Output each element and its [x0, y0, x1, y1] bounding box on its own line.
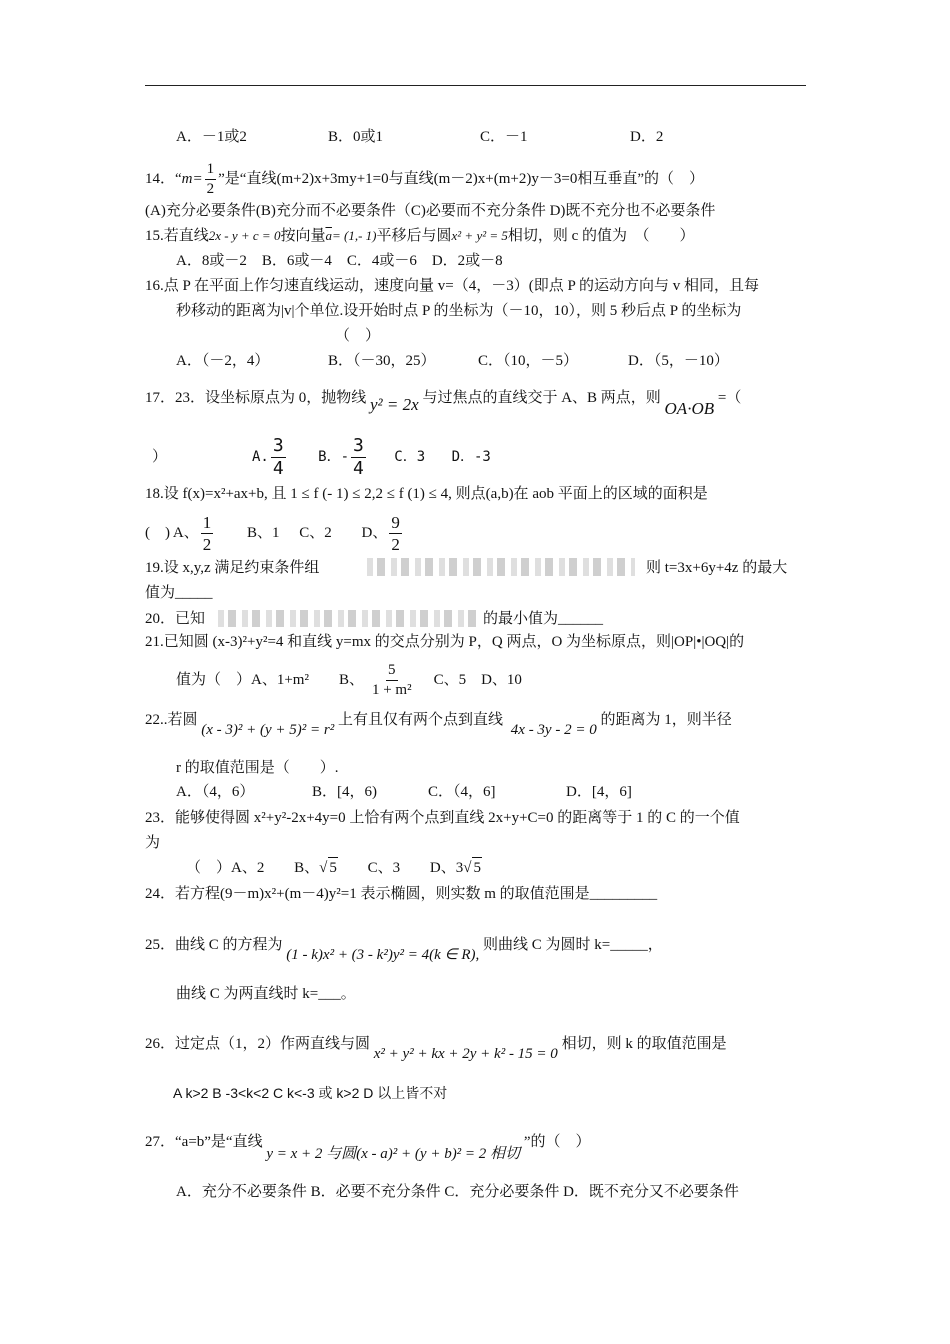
q19-stem: 19.设 x,y,z 满足约束条件组 [145, 560, 320, 576]
q15-options: A．8或－2 B．6或－4 C．4或－6 D．2或－8 [176, 253, 503, 269]
q27-stem: 27．“a=b”是“直线 y = x + 2 与圆(x - a)² + (y + b)² = 2 相切 ”的（ ） [145, 1134, 591, 1162]
q21-options: 值为（ ）A、1+m² B、 $\frac{5}{\text{1 + m²}}$ C、5 D、10 [176, 662, 522, 699]
q13-option-b: B．0或1 [328, 129, 384, 145]
q18-stem: 18.设 f(x)=x²+ax+b, 且 1 ≤ f (- 1) ≤ 2,2 ≤ f (1) ≤ 4, 则点(a,b)在 aob 平面上的区域的面积是 [145, 486, 708, 502]
q20-stem-tail: 的最小值为______ [483, 611, 604, 627]
q17-close: ） [152, 449, 168, 465]
q15-stem: 15.若直线2x - y + c = 0按向量$\overline{a}= (1,-$ 1)平移后与圆x² + y² = 5相切，则 c 的值为 （ ） [145, 228, 695, 244]
q16-option-d: D．（5，－10） [628, 353, 729, 369]
q22-option-d: D．[4，6] [566, 784, 632, 800]
q22-stem: 22..若圆 (x - 3)² + (y + 5)² = r² 上有且仅有两个点到直线 4x - 3y - 2 = 0 的距离为 1，则半径 [145, 712, 732, 738]
q25-stem: 25．曲线 C 的方程为 (1 - k)x² + (3 - k²)y² = 4(k ∈ R), 则曲线 C 为圆时 k=_____， [145, 937, 663, 963]
q13-option-a: A．－1或2 [176, 129, 247, 145]
q20-stem: 20．已知 [145, 611, 206, 627]
q16-option-c: C．（10，－5） [478, 353, 579, 369]
header-rule [145, 85, 806, 86]
q16-option-b: B．（－30，25） [328, 353, 436, 369]
q25-line2: 曲线 C 为两直线时 k=___。 [176, 986, 356, 1002]
q27-options: A．充分不必要条件 B．必要不充分条件 C．充分必要条件 D．既不充分又不必要条件 [176, 1184, 739, 1200]
q22-option-c: C．（4，6] [428, 784, 496, 800]
q17-options: A. $\frac{3}{4}$ B．- $\frac{3}{4}$ C．3 D．-3 [252, 434, 491, 479]
q23-stem: 23．能够使得圆 x²+y²-2x+4y=0 上恰有两个点到直线 2x+y+C=0 的距离等于 1 的 C 的一个值 [145, 810, 740, 826]
q19-line2: 值为_____ [145, 585, 213, 601]
q16-option-a: A．（－2，4） [176, 353, 270, 369]
q16-line2: 秒移动的距离为|v|个单位.设开始时点 P 的坐标为（－10，10），则 5 秒后点 P 的坐标为 [176, 303, 742, 319]
q24-stem: 24．若方程(9－m)x²+(m－4)y²=1 表示椭圆，则实数 m 的取值范围是_________ [145, 886, 658, 902]
q19-constraint-image [367, 558, 635, 576]
q26-options: A k>2 B -3<k<2 C k<-3 或 k>2 D 以上皆不对 [173, 1085, 448, 1101]
q14-stem: 14．“m= $\frac{1}{2}$ ”是“直线(m+2)x+3my+1=0与直线(m－2)x+(m+2)y－3=0相互垂直”的（ ） [145, 161, 704, 197]
q19-stem-tail: 则 t=3x+6y+4z 的最大 [646, 560, 788, 576]
q23-options: （ ）A、2 B、√ 5 C、3 D、3√ 5 [186, 857, 482, 878]
q16-line1: 16.点 P 在平面上作匀速直线运动，速度向量 v=（4，－3）(即点 P 的运动方向与 v 相同，且每 [145, 278, 760, 294]
q13-option-d: D．2 [630, 129, 664, 145]
q21-stem: 21.已知圆 (x-3)²+y²=4 和直线 y=mx 的交点分别为 P，Q 两点，O 为坐标原点，则|OP|•|OQ|的 [145, 634, 745, 650]
q13-option-c: C．－1 [480, 129, 528, 145]
q20-expression-image [218, 610, 480, 627]
q23-line2: 为 [145, 835, 161, 851]
q14-fraction: $\frac{1}{2}$ [206, 161, 215, 197]
q22-line2: r 的取值范围是（ ）. [176, 760, 339, 776]
q16-line3: （ ） [335, 328, 381, 344]
q22-option-b: B．[4，6) [312, 784, 377, 800]
q18-options: ( ) A、 $\frac{1}{2}$ B、1 C、2 D、 $\frac{9}{2}$ [145, 513, 400, 555]
q14-options: (A)充分必要条件(B)充分而不必要条件（C)必要而不充分条件 D)既不充分也不必要条件 [145, 203, 716, 219]
q26-stem: 26．过定点（1，2）作两直线与圆 x² + y² + kx + 2y + k² - 15 = 0 相切，则 k 的取值范围是 [145, 1036, 727, 1062]
q22-option-a: A．（4，6） [176, 784, 255, 800]
q17-stem: 17．23．设坐标原点为 0，抛物线 y² = 2x 与过焦点的直线交于 A、B 两点，则 OA·OB =（ [145, 390, 742, 418]
